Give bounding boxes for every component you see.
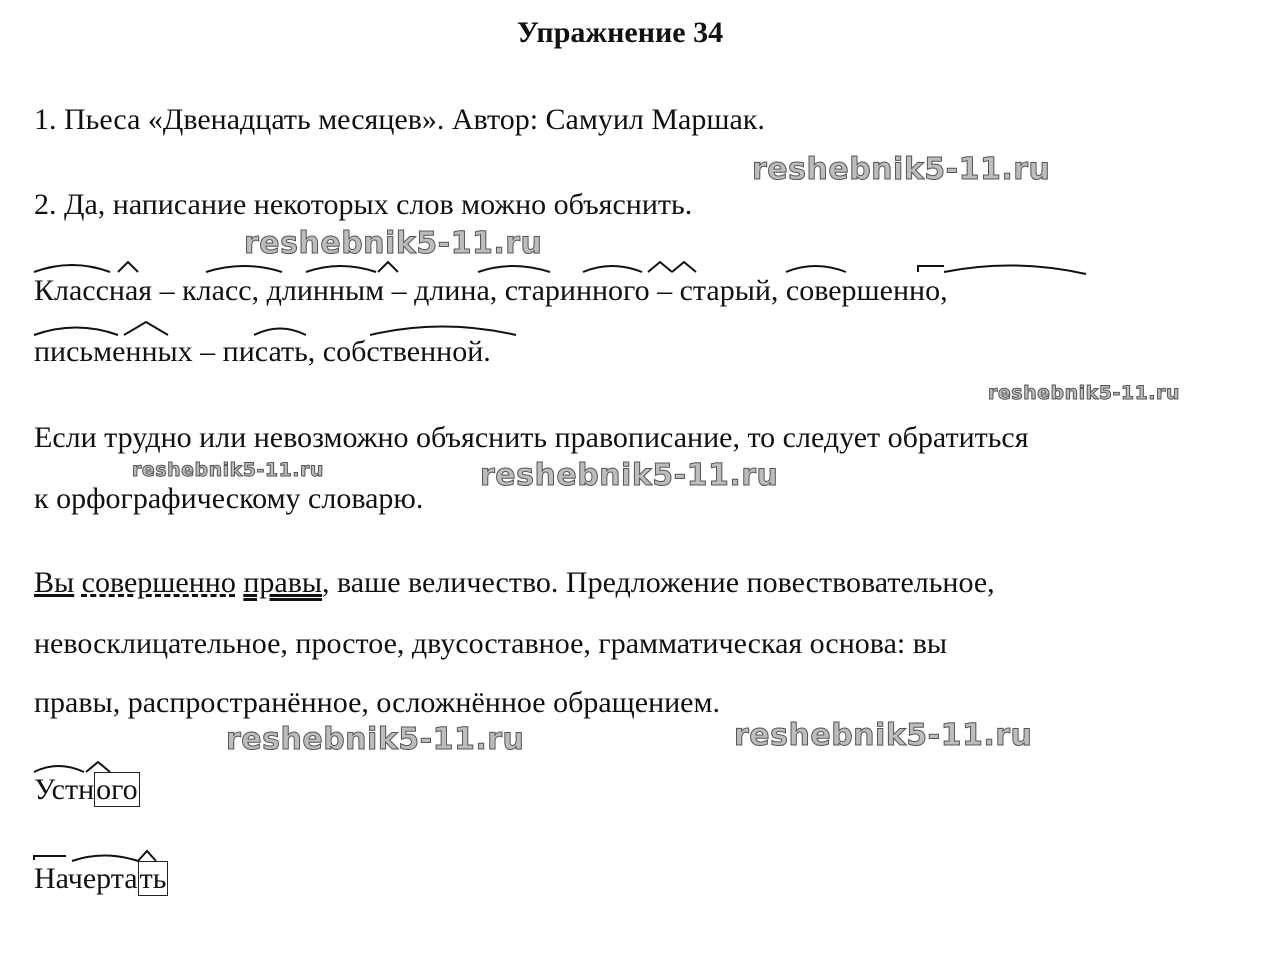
- root-arc: [206, 266, 282, 272]
- watermark: reshebnik5-11.ru: [734, 718, 1033, 753]
- note-line-1: Если трудно или невозможно объяснить правописание, то следует обратиться: [34, 421, 1029, 454]
- suffix-caret: [118, 262, 138, 272]
- watermark: reshebnik5-11.ru: [988, 382, 1180, 404]
- root-arc: [786, 266, 846, 272]
- root-arc: [34, 328, 118, 336]
- predicate-word: правы: [243, 566, 323, 599]
- suffix-caret: [138, 851, 156, 861]
- suffix-caret: [86, 762, 110, 772]
- root-arc: [34, 265, 110, 272]
- adverbial-word: совершенно: [81, 566, 236, 599]
- word-ending: ого: [96, 773, 138, 806]
- watermark: reshebnik5-11.ru: [244, 226, 543, 261]
- analysis-line-3: правы, распространённое, осложнённое обращением.: [34, 686, 720, 719]
- subject-word: Вы: [34, 566, 75, 599]
- root-arc: [254, 329, 306, 336]
- prefix-bracket: [34, 856, 66, 860]
- suffix-caret: [124, 322, 168, 335]
- suffix-caret: [648, 262, 672, 272]
- suffix-caret: [378, 262, 398, 272]
- word-stem: Устн: [34, 773, 95, 806]
- words-line-1: Классная – класс, длинным – длина, старинного – старый, совершенно,: [34, 274, 948, 307]
- root-arc: [34, 766, 84, 772]
- answer-1: 1. Пьеса «Двенадцать месяцев». Автор: Самуил Маршак.: [34, 103, 765, 136]
- prefix-bracket: [918, 266, 944, 272]
- root-arc: [583, 266, 642, 272]
- answer-2: 2. Да, написание некоторых слов можно объяснить.: [34, 188, 693, 221]
- root-arc: [72, 856, 138, 862]
- root-arc: [306, 266, 376, 272]
- page-title: Упражнение 34: [516, 16, 724, 49]
- root-arc: [478, 266, 550, 272]
- sentence-rest: , ваше величество. Предложение повествовательное,: [322, 566, 995, 599]
- suffix-caret: [672, 262, 696, 272]
- word-stem: Начерта: [34, 862, 138, 895]
- words-line-2: письменных – писать, собственной.: [34, 335, 491, 368]
- root-arc: [370, 327, 516, 336]
- word-ending: ть: [139, 862, 167, 895]
- watermark: reshebnik5-11.ru: [132, 459, 324, 481]
- watermark: reshebnik5-11.ru: [752, 152, 1051, 187]
- note-line-2: к орфографическому словарю.: [34, 482, 424, 515]
- watermark: reshebnik5-11.ru: [226, 722, 525, 757]
- analysis-line-2: невосклицательное, простое, двусоставное, грамматическая основа: вы: [34, 627, 948, 660]
- root-arc: [944, 265, 1086, 274]
- watermark: reshebnik5-11.ru: [480, 458, 779, 493]
